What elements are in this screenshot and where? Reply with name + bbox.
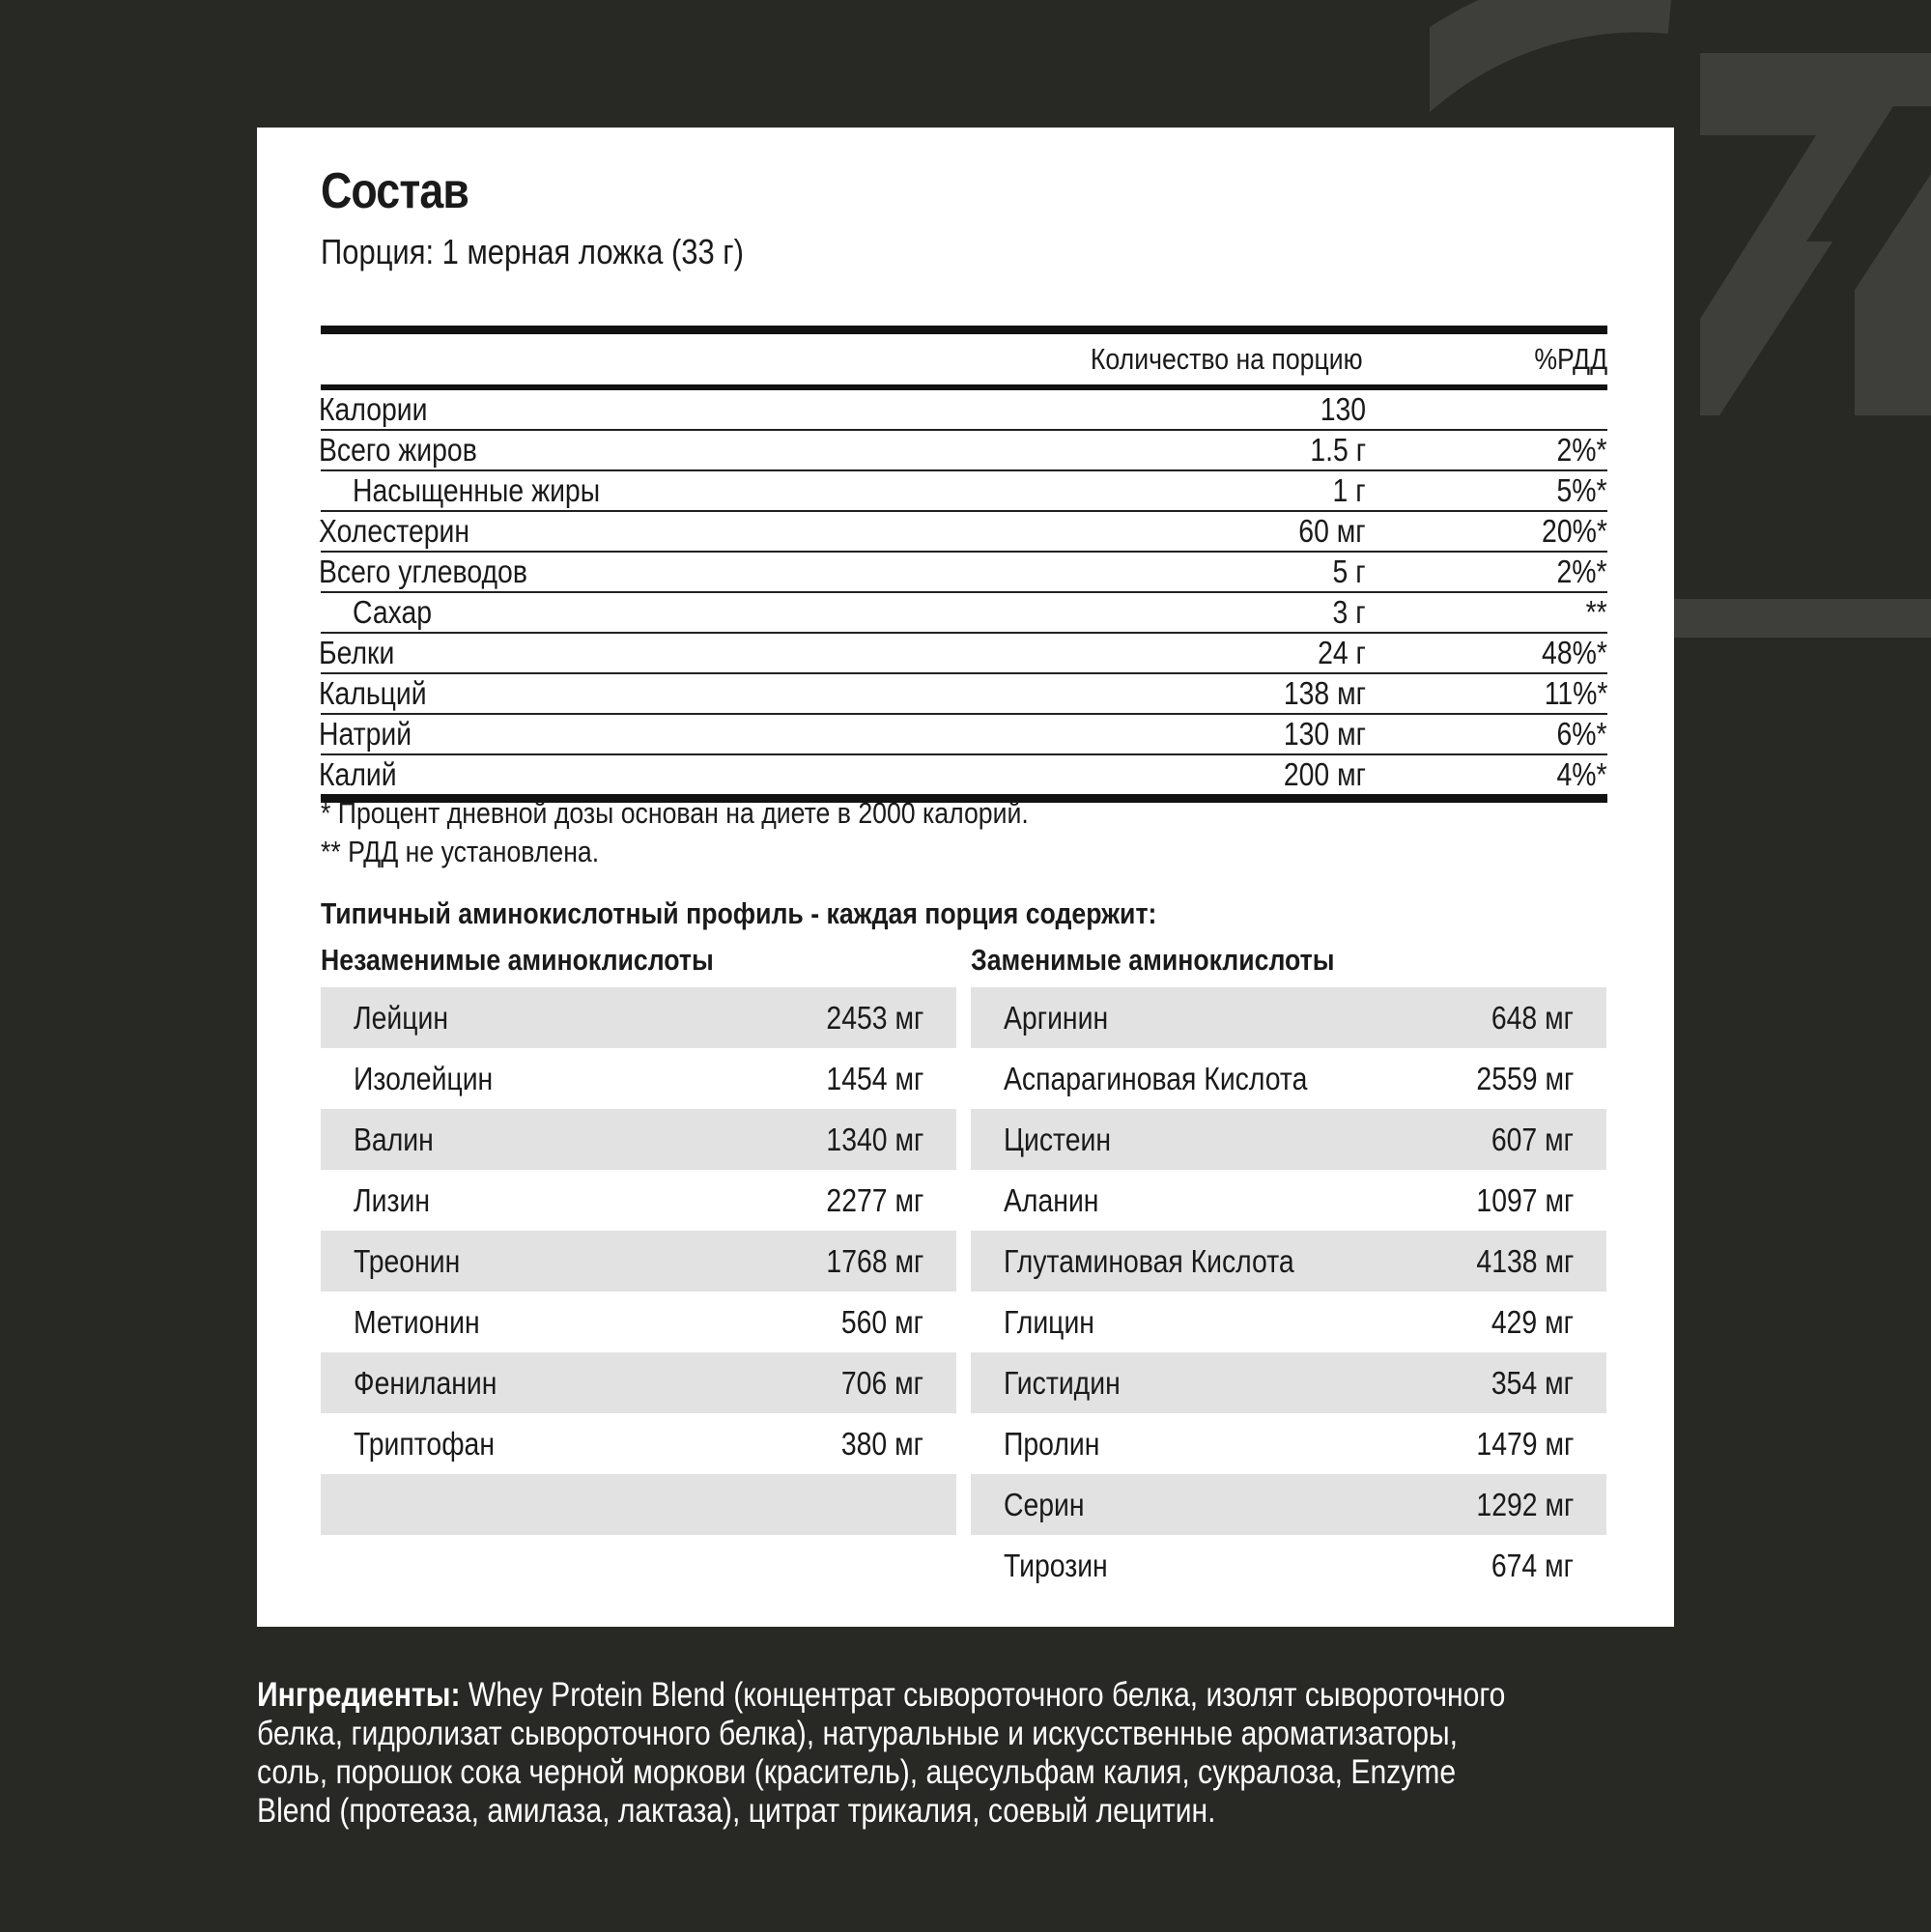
serving-size: Порция: 1 мерная ложка (33 г) (321, 232, 744, 271)
amino-name: Аспарагиновая Кислота (1004, 1061, 1308, 1096)
amino-name: Треонин (354, 1243, 461, 1279)
nutrient-name: Калории (319, 391, 428, 427)
amino-value: 354 мг (1491, 1365, 1574, 1401)
nutrient-dv: 2%* (1556, 432, 1607, 468)
nutrient-amount: 130 (1320, 391, 1366, 427)
nutrition-row (321, 674, 1607, 715)
nutrient-amount: 5 г (1332, 554, 1366, 589)
amino-value: 706 мг (840, 1365, 923, 1401)
amino-name: Лизин (354, 1182, 431, 1218)
nutrient-dv: 11%* (1544, 675, 1607, 711)
amino-name: Аргинин (1004, 1000, 1109, 1036)
amino-row (971, 1474, 1606, 1535)
nonessential-amino-table (971, 941, 1606, 1596)
amino-row (321, 1413, 956, 1474)
amino-value: 429 мг (1491, 1304, 1574, 1340)
amino-row (321, 1231, 956, 1292)
essential-amino-rows (321, 987, 956, 1535)
amino-value: 674 мг (1491, 1548, 1574, 1583)
nutrient-name: Сахар (353, 594, 433, 630)
nutrient-dv: 20%* (1542, 513, 1607, 549)
amino-value: 4138 мг (1476, 1243, 1574, 1279)
nutrient-amount: 138 мг (1283, 675, 1366, 711)
nutrition-row (321, 755, 1607, 794)
nutrition-row (321, 431, 1607, 471)
nutrient-name: Всего углеводов (319, 554, 527, 589)
nonessential-amino-rows (971, 987, 1606, 1596)
nutrient-name: Калий (319, 756, 397, 792)
header-amount: Количество на порцию (1091, 342, 1363, 376)
nutrition-table (321, 326, 1607, 803)
nutrient-dv: 4%* (1556, 756, 1607, 792)
footnotes (321, 794, 1144, 871)
nutrient-dv: 2%* (1556, 554, 1607, 589)
amino-name: Фениланин (354, 1365, 497, 1401)
amino-value: 2277 мг (826, 1182, 923, 1218)
footnote-dv: * Процент дневной дозы основан на диете в 2000 калорий. (321, 796, 1029, 830)
ingredients-label: Ингредиенты: (257, 1676, 461, 1714)
table-top-rule (321, 326, 1607, 334)
amino-name: Лейцин (354, 1000, 449, 1036)
header-dv: %РДД (1534, 342, 1607, 376)
nutrient-amount: 200 мг (1283, 756, 1366, 792)
amino-row (971, 1413, 1606, 1474)
amino-row (971, 1535, 1606, 1596)
nutrient-name: Кальций (319, 675, 427, 711)
amino-value: 1340 мг (826, 1122, 923, 1157)
amino-row (971, 1048, 1606, 1109)
amino-row (321, 1474, 956, 1535)
amino-row (971, 987, 1606, 1048)
composition-panel (257, 128, 1674, 1627)
amino-value: 1097 мг (1476, 1182, 1574, 1218)
nutrition-row (321, 593, 1607, 634)
amino-name: Триптофан (354, 1426, 496, 1462)
nutrient-dv: ** (1585, 594, 1607, 630)
amino-row (321, 1109, 956, 1170)
amino-value: 648 мг (1491, 1000, 1574, 1036)
nutrient-dv: 5%* (1556, 472, 1607, 508)
amino-value: 607 мг (1491, 1122, 1574, 1157)
amino-name: Гистидин (1004, 1365, 1121, 1401)
nutrient-dv: 48%* (1542, 635, 1607, 670)
nutrient-amount: 24 г (1318, 635, 1366, 670)
nutrition-row (321, 715, 1607, 755)
nutrition-row (321, 553, 1607, 593)
nutrient-name: Натрий (319, 716, 412, 752)
amino-value: 560 мг (840, 1304, 923, 1340)
essential-amino-table (321, 941, 956, 1535)
ingredients-list: Whey Protein Blend (концентрат сывороточного белка, изолят сывороточного белка, гидролизат сывороточного белка), натуральные и искусственные ароматизаторы, соль, порошок сока черной моркови (краситель), ацесульфам калия, сукралоза, Enzyme Blend (протеаза, амилаза, лактаза), цитрат трикалия, соевый лецитин. (257, 1676, 1506, 1830)
amino-value: 1768 мг (826, 1243, 923, 1279)
ingredients-text (257, 1676, 1536, 1831)
composition-content (319, 158, 1607, 1583)
nutrition-row (321, 471, 1607, 512)
nutrient-name: Всего жиров (319, 432, 477, 468)
nutrition-row (321, 512, 1607, 553)
amino-row (971, 1170, 1606, 1231)
amino-row (321, 987, 956, 1048)
amino-value: 1454 мг (826, 1061, 923, 1096)
amino-value: 1479 мг (1476, 1426, 1574, 1462)
nutrient-amount: 3 г (1332, 594, 1366, 630)
amino-row (971, 1352, 1606, 1413)
amino-name: Аланин (1004, 1182, 1099, 1218)
amino-name: Серин (1004, 1487, 1085, 1522)
nutrient-name: Белки (319, 635, 395, 670)
amino-name: Изолейцин (354, 1061, 494, 1096)
nutrition-row (321, 634, 1607, 674)
nutrient-dv: 6%* (1556, 716, 1607, 752)
page-title: Состав (321, 163, 469, 219)
amino-row (971, 1109, 1606, 1170)
amino-value: 2559 мг (1476, 1061, 1574, 1096)
nutrient-amount: 130 мг (1283, 716, 1366, 752)
amino-name: Валин (354, 1122, 434, 1157)
nonessential-amino-heading: Заменимые аминоклислоты (971, 943, 1335, 977)
amino-row (321, 1292, 956, 1352)
amino-name: Глутаминовая Кислота (1004, 1243, 1294, 1279)
nutrition-header-row (321, 334, 1607, 384)
amino-name: Тирозин (1004, 1548, 1108, 1583)
amino-row (321, 1048, 956, 1109)
amino-row (321, 1170, 956, 1231)
amino-name: Метионин (354, 1304, 480, 1340)
nutrition-rows (321, 390, 1607, 794)
nutrition-row (321, 390, 1607, 431)
nutrient-name: Холестерин (319, 513, 470, 549)
amino-row (971, 1231, 1606, 1292)
nutrient-amount: 1 г (1332, 472, 1366, 508)
amino-name: Цистеин (1004, 1122, 1112, 1157)
nutrient-amount: 1.5 г (1310, 432, 1366, 468)
amino-name: Глицин (1004, 1304, 1094, 1340)
amino-value: 2453 мг (826, 1000, 923, 1036)
footnote-no-dv: ** РДД не установлена. (321, 835, 600, 868)
amino-profile-title: Типичный аминокислотный профиль - каждая порция содержит: (321, 896, 1157, 930)
essential-amino-heading: Незаменимые аминоклислоты (321, 943, 714, 977)
amino-value: 1292 мг (1476, 1487, 1574, 1522)
amino-row (971, 1292, 1606, 1352)
nutrient-name: Насыщенные жиры (353, 472, 601, 508)
nutrient-amount: 60 мг (1298, 513, 1366, 549)
amino-row (321, 1352, 956, 1413)
amino-name: Пролин (1004, 1426, 1100, 1462)
amino-value: 380 мг (840, 1426, 923, 1462)
